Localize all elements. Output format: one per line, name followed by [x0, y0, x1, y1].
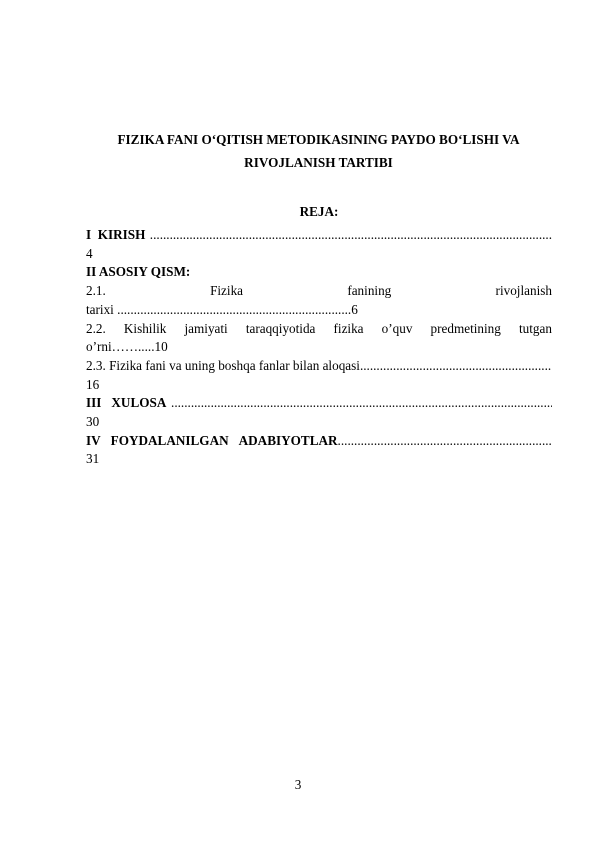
toc-conclusion-num: III [86, 395, 102, 411]
toc-leader [338, 432, 552, 451]
toc-word: tutgan [518, 320, 552, 336]
toc-entry-2-2-line2: o’rni…….....10 [86, 339, 168, 355]
toc-2-3-label: 2.3. Fizika fani va uning boshqa fanlar bilan aloqasi [86, 357, 360, 373]
toc-word: Kishilik [123, 320, 167, 336]
toc-word: 2.1. [86, 283, 106, 299]
toc-word: 2.2. [86, 320, 106, 336]
document-title [86, 128, 551, 174]
toc-references-label-2: ADABIYOTLAR [238, 432, 338, 448]
toc-references-label-1: FOYDALANILGAN [110, 432, 229, 448]
toc-references-page: 31 [86, 451, 100, 467]
toc-word: fanining [347, 283, 392, 299]
page-number: 3 [294, 777, 302, 792]
toc-word: jamiyati [184, 320, 228, 336]
title-line-2: RIVOJLANISH TARTIBI [244, 155, 393, 170]
toc-leader [360, 357, 552, 376]
toc-leader [150, 226, 552, 245]
toc-conclusion-label: XULOSA [111, 395, 167, 411]
toc-entry-2-3 [86, 357, 552, 376]
toc-entry-intro [86, 226, 552, 245]
title-line-1: FIZIKA FANI O‘QITISH METODIKASINING PAYDO BO‘LISHI VA [117, 132, 520, 147]
toc-entry-2-1-line1 [86, 282, 552, 301]
toc-entry-references [86, 432, 552, 451]
toc-leader-short: ....................................................................... [117, 301, 352, 317]
toc-2-1-tail: tarixi [86, 301, 114, 317]
toc-word: fizika [333, 320, 364, 336]
toc-word: predmetining [430, 320, 501, 336]
toc-word: taraqqiyotida [245, 320, 316, 336]
toc-leader [171, 394, 552, 413]
toc-word: rivojlanish [495, 283, 552, 299]
toc-intro-page: 4 [86, 245, 93, 261]
toc-conclusion-page: 30 [86, 414, 100, 430]
toc-2-3-page: 16 [86, 376, 100, 392]
toc-entry-2-2-line1 [86, 320, 552, 339]
table-of-contents [86, 226, 552, 469]
toc-2-1-page: 6 [351, 301, 358, 317]
toc-word: Fizika [210, 283, 244, 299]
toc-entry-conclusion [86, 394, 552, 413]
plan-heading: REJA: [299, 204, 339, 219]
toc-entry-2-1-line2 [86, 301, 552, 320]
toc-references-num: IV [86, 432, 101, 448]
toc-intro-label: I KIRISH [86, 227, 146, 242]
toc-main-heading: II ASOSIY QISM: [86, 264, 191, 280]
toc-word: o’quv [381, 320, 413, 336]
